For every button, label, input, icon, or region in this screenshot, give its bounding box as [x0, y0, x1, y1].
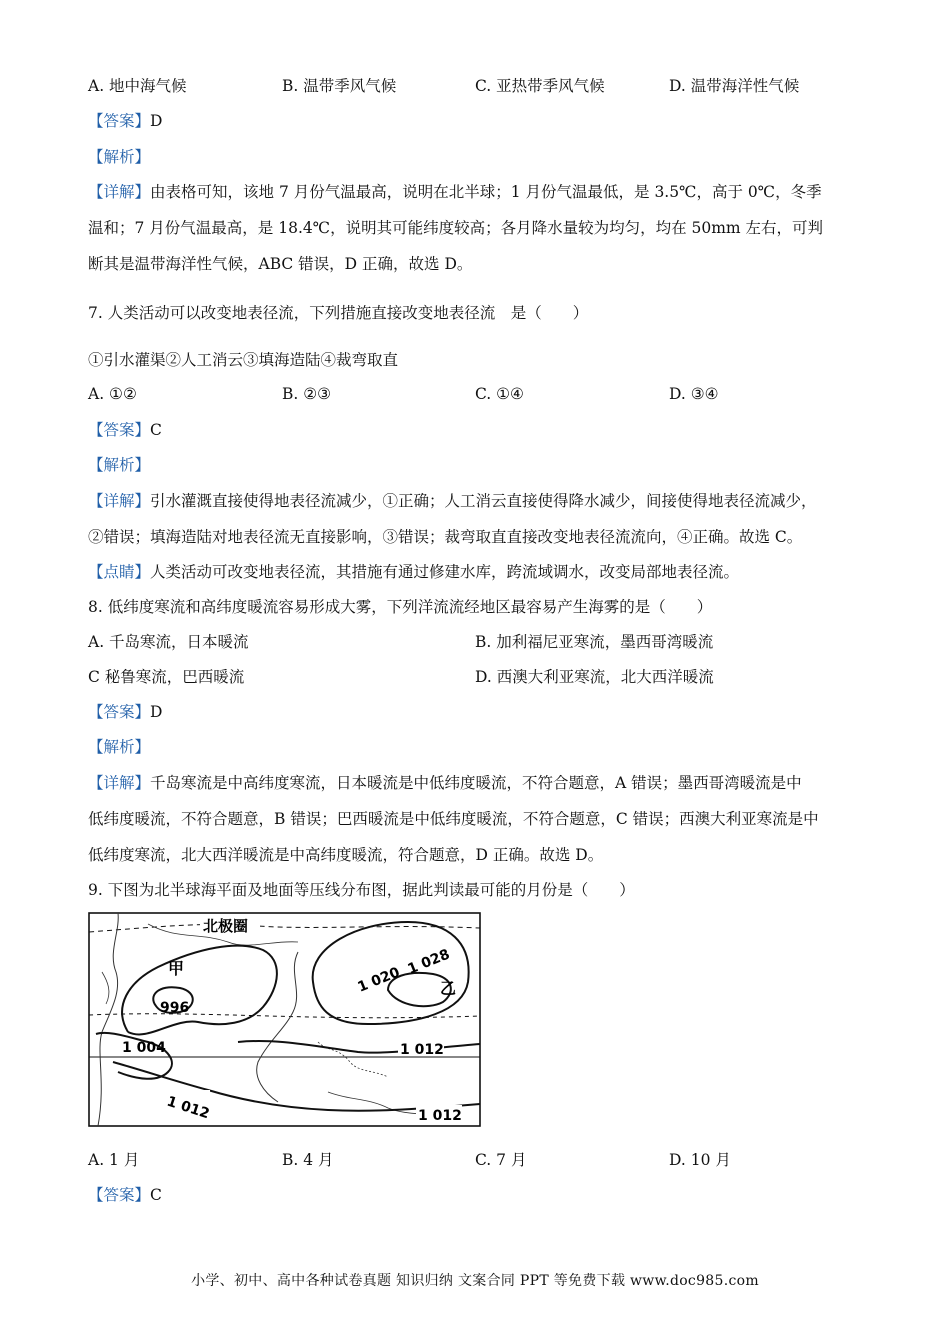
answer-value: C [150, 421, 162, 439]
q8-detail-line-1 [88, 773, 802, 793]
label-1012-c: 1 012 [418, 1108, 462, 1124]
detail-text: 由表格可知，该地 7 月份气温最高，说明在北半球；1 月份气温最低，是 3.5℃，高于 0℃，冬季 [150, 183, 822, 201]
q7-stem: 7. 人类活动可以改变地表径流，下列措施直接改变地表径流 是（ ） [88, 304, 589, 322]
q8-option-a: A. 千岛寒流，日本暖流 [88, 633, 249, 651]
q7-detail-line-1 [88, 491, 817, 511]
q9-option-a: A. 1 月 [88, 1151, 140, 1169]
answer-value: D [150, 112, 163, 130]
answer-tag: 【答案】 [88, 421, 151, 439]
q6-detail-line-2: 温和；7 月份气温最高，是 18.4℃，说明其可能纬度较高；各月降水量较为均匀，均在 50mm 左右，可判 [88, 219, 824, 237]
label-jia: 甲 [168, 959, 185, 978]
analysis-tag: 【解析】 [88, 148, 151, 166]
label-1004: 1 004 [122, 1040, 166, 1056]
isobar-map [88, 912, 481, 1127]
answer-tag: 【答案】 [88, 1186, 151, 1204]
q8-option-b: B. 加利福尼亚寒流，墨西哥湾暖流 [475, 633, 714, 651]
detail-tag: 【详解】 [88, 774, 151, 792]
label-1028: 1 028 [405, 946, 453, 978]
q7-option-d: D. ③④ [669, 385, 719, 403]
detail-text: 千岛寒流是中高纬度寒流，日本暖流是中低纬度暖流，不符合题意，A 错误；墨西哥湾暖流是中 [150, 774, 802, 792]
q8-answer [88, 702, 162, 722]
answer-value: D [150, 703, 163, 721]
answer-value: C [150, 1186, 162, 1204]
answer-tag: 【答案】 [88, 112, 151, 130]
q7-option-a: A. ①② [88, 385, 137, 403]
detail-tag: 【详解】 [88, 183, 151, 201]
detail-text: 引水灌溉直接使得地表径流减少，①正确；人工消云直接使得降水减少，间接使得地表径流减少， [150, 492, 817, 510]
answer-tag: 【答案】 [88, 703, 151, 721]
q6-detail-line-3: 断其是温带海洋性气候，ABC 错误，D 正确，故选 D。 [88, 255, 473, 273]
analysis-tag: 【解析】 [88, 456, 151, 474]
note-text: 人类活动可改变地表径流，其措施有通过修建水库，跨流域调水，改变局部地表径流。 [150, 563, 740, 581]
q8-option-d: D. 西澳大利亚寒流，北大西洋暖流 [475, 668, 714, 686]
analysis-tag: 【解析】 [88, 738, 151, 756]
map-frame [89, 913, 480, 1126]
q7-note [88, 562, 739, 582]
q6-option-d: D. 温带海洋性气候 [669, 77, 800, 95]
label-1020: 1 020 [355, 964, 403, 996]
q6-option-c: C. 亚热带季风气候 [475, 77, 605, 95]
q9-option-c: C. 7 月 [475, 1151, 527, 1169]
q7-detail-line-2: ②错误；填海造陆对地表径流无直接影响，③错误；裁弯取直直接改变地表径流流向，④正确。故选 C。 [88, 528, 803, 546]
q6-option-b: B. 温带季风气候 [282, 77, 397, 95]
arctic-circle-label: 北极圈 [203, 917, 249, 935]
q7-answer [88, 420, 162, 440]
q6-detail-line-1 [88, 182, 822, 202]
q7-items: ①引水灌渠②人工消云③填海造陆④裁弯取直 [88, 351, 399, 369]
q8-option-c: C 秘鲁寒流，巴西暖流 [88, 668, 245, 686]
q9-answer [88, 1185, 162, 1205]
label-1012-b: 1 012 [164, 1093, 212, 1123]
label-yi: 乙 [440, 979, 457, 998]
q6-option-a: A. 地中海气候 [88, 77, 187, 95]
q6-answer [88, 111, 162, 131]
q7-analysis-tag [88, 455, 150, 475]
q7-option-c: C. ①④ [475, 385, 524, 403]
q8-stem: 8. 低纬度寒流和高纬度暖流容易形成大雾，下列洋流流经地区最容易产生海雾的是（ ） [88, 598, 713, 616]
q9-stem: 9. 下图为北半球海平面及地面等压线分布图，据此判读最可能的月份是（ ） [88, 881, 635, 899]
label-1012-a: 1 012 [400, 1042, 444, 1058]
q8-analysis-tag [88, 737, 150, 757]
q9-option-b: B. 4 月 [282, 1151, 334, 1169]
page-footer: 小学、初中、高中各种试卷真题 知识归纳 文案合同 PPT 等免费下载 www.doc985.com [191, 1273, 759, 1289]
label-996: 996 [160, 1000, 190, 1016]
q7-option-b: B. ②③ [282, 385, 332, 403]
detail-tag: 【详解】 [88, 492, 151, 510]
q8-detail-line-3: 低纬度寒流，北大西洋暖流是中高纬度暖流，符合题意，D 正确。故选 D。 [88, 846, 604, 864]
q8-detail-line-2: 低纬度暖流，不符合题意，B 错误；巴西暖流是中低纬度暖流，不符合题意，C 错误；西澳大利亚寒流是中 [88, 810, 819, 828]
q9-option-d: D. 10 月 [669, 1151, 731, 1169]
q6-analysis-tag [88, 147, 150, 167]
note-tag: 【点睛】 [88, 563, 151, 581]
